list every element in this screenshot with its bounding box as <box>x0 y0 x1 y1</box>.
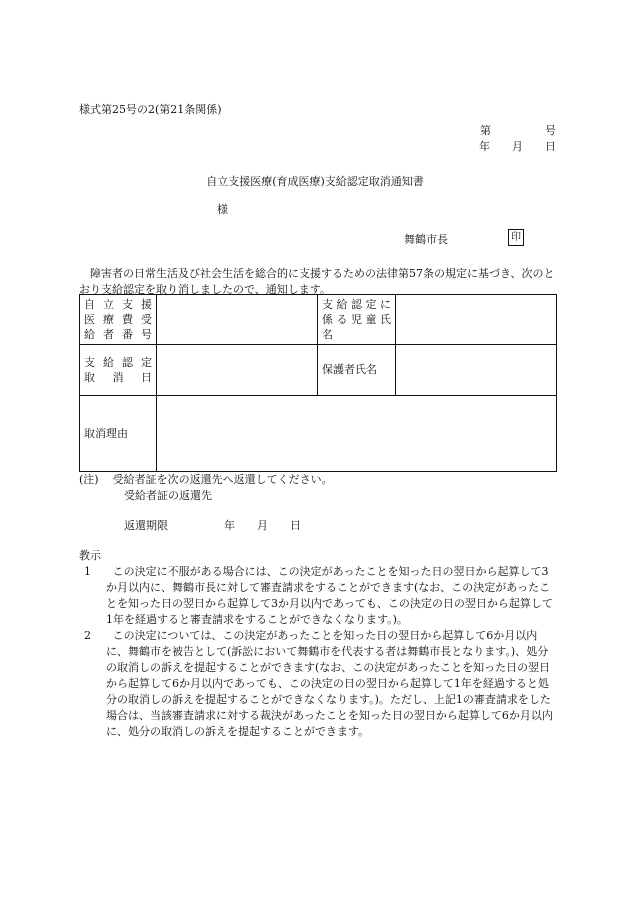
return-destination-label: 受給者証の返還先 <box>124 489 212 502</box>
instruction-item-text: この決定に不服がある場合には、この決定があったことを知った日の翌日から起算して3か月以内に、舞鶴市長に対して審査請求をすることができます(なお、この決定があったことを知った日の翌日から起算して3か月以内であっても、この決定の日の翌日から起算して1年を経過すると審査請求をすることができなくなります。)。 <box>106 565 553 626</box>
deadline-day-label: 日 <box>290 519 301 532</box>
cancel-date-label-cell <box>80 345 157 396</box>
child-name-field[interactable] <box>396 295 557 345</box>
child-name-label-cell <box>318 295 396 345</box>
instruction-item <box>84 564 558 628</box>
guardian-label: 保護者氏名 <box>322 363 377 377</box>
number-prefix: 第 <box>480 124 491 137</box>
recipient-number-label-cell <box>80 295 157 345</box>
cancel-date-label-line: 支給認定 <box>84 356 152 369</box>
reason-field[interactable] <box>157 396 557 472</box>
instruction-heading: 教示 <box>79 549 101 562</box>
seal-stamp: 印 <box>508 229 524 246</box>
table-row <box>80 295 557 345</box>
table-row <box>80 345 557 396</box>
recipient-number-label-line: 給者番号 <box>84 328 152 341</box>
issuer-name: 舞鶴市長 <box>404 233 448 246</box>
cancel-date-field[interactable] <box>157 345 318 396</box>
deadline-label: 返還期限 <box>124 519 168 532</box>
instruction-item-number: 1 <box>84 565 91 578</box>
form-number: 様式第25号の2(第21条関係) <box>79 103 222 116</box>
deadline-month-label: 月 <box>257 519 268 532</box>
number-suffix: 号 <box>545 124 556 137</box>
return-deadline-line <box>124 519 301 532</box>
date-month-label: 月 <box>512 140 523 153</box>
child-name-label-line: 支給認定に <box>322 298 391 311</box>
instruction-item-text: この決定については、この決定があったことを知った日の翌日から起算して6か月以内に、舞鶴市を被告として(訴訟において舞鶴市を代表する者は舞鶴市長となります。)、処分の取消しの訴えを提起することができます(なお、この決定があったことを知った日の翌日から起算して6か月以内であっても、この決定の日の翌日から起算して1年を経過すると処分の取消しの訴えを提起することができなくなります。)。ただし、上記1の審査請求をした場合は、当該審査請求に対する裁決があったことを知った日の翌日から起算して6か月以内に、処分の取消しの訴えを提起することができます。 <box>106 629 553 738</box>
addressee-suffix: 様 <box>217 203 228 216</box>
child-name-label-line: 名 <box>322 328 333 341</box>
guardian-label-cell <box>318 345 396 396</box>
note-text: 受給者証を次の返還先へ返還してください。 <box>112 473 333 486</box>
date-day-label: 日 <box>545 140 556 153</box>
date-year-label: 年 <box>479 140 490 153</box>
recipient-number-field[interactable] <box>157 295 318 345</box>
note-marker: (注) <box>79 473 99 486</box>
recipient-number-label-line: 医療費受 <box>84 313 152 326</box>
instruction-item-number: 2 <box>84 629 91 642</box>
cancel-date-label-line: 取消日 <box>84 371 152 384</box>
table-row <box>80 396 557 472</box>
intro-paragraph: 障害者の日常生活及び社会生活を総合的に支援するための法律第57条の規定に基づき、次のとおり支給認定を取り消しましたので、通知します。 <box>79 267 555 296</box>
document-title: 自立支援医療(育成医療)支給認定取消通知書 <box>206 175 424 188</box>
guardian-name-field[interactable] <box>396 345 557 396</box>
deadline-year-label: 年 <box>224 519 235 532</box>
reason-label: 取消理由 <box>84 426 128 440</box>
document-number-line <box>480 124 556 137</box>
notification-table <box>79 294 557 472</box>
reason-label-cell <box>80 396 157 472</box>
document-date-line <box>479 140 556 153</box>
return-note <box>79 473 333 486</box>
child-name-label-line: 係る児童氏 <box>322 313 391 326</box>
recipient-number-label-line: 自立支援 <box>84 298 152 311</box>
instruction-item <box>84 628 558 740</box>
